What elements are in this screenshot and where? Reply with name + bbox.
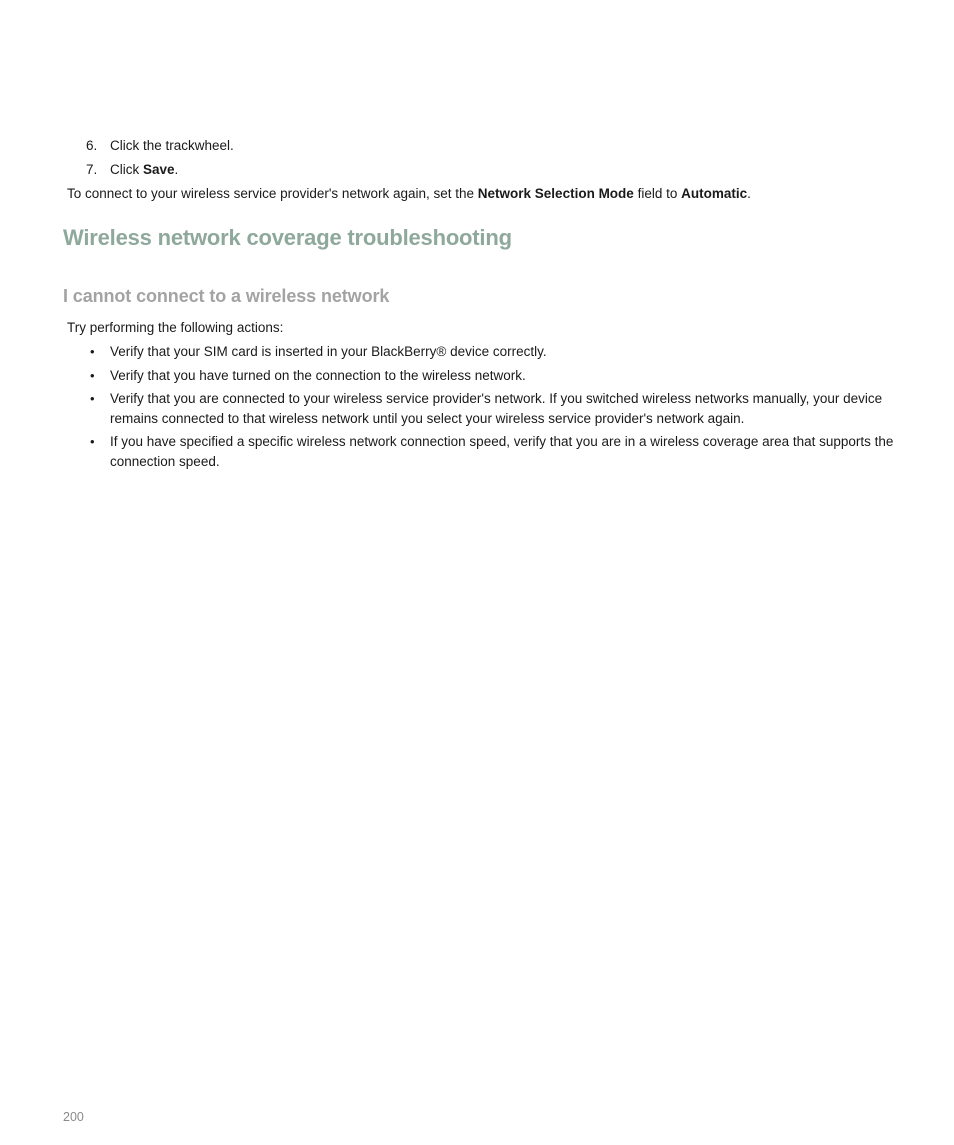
step-item xyxy=(86,136,234,160)
list-item xyxy=(90,366,900,386)
step-text xyxy=(110,136,234,160)
step-number: 7. xyxy=(86,162,98,177)
step-list xyxy=(86,136,234,184)
reconnect-end: . xyxy=(747,186,751,201)
subsection-title: I cannot connect to a wireless network xyxy=(63,286,390,306)
list-item-text: Verify that you are connected to your wireless service provider's network. If you switched wireless networks manually, your device remains connected to that wireless network until you select your wireless service provider's network again. xyxy=(110,391,883,426)
step-text-bold: Save xyxy=(143,162,175,177)
list-item-text: Verify that you have turned on the connection to the wireless network. xyxy=(110,367,526,383)
step-text-plain: Click xyxy=(110,162,143,177)
reconnect-paragraph xyxy=(67,184,751,204)
step-number: 6. xyxy=(86,138,98,153)
section-title: Wireless network coverage troubleshooting xyxy=(63,225,512,250)
action-list xyxy=(90,342,900,475)
reconnect-pre: To connect to your wireless service provider's network again, set the xyxy=(67,186,478,201)
list-item xyxy=(90,389,900,428)
list-item xyxy=(90,432,900,471)
list-item xyxy=(90,342,900,362)
bullet-icon: • xyxy=(90,391,95,406)
step-text xyxy=(110,160,178,184)
bullet-icon: • xyxy=(90,434,95,449)
intro-text: Try performing the following actions: xyxy=(67,320,284,335)
page-number: 200 xyxy=(63,1110,84,1124)
reconnect-field: Network Selection Mode xyxy=(477,186,634,201)
bullet-icon: • xyxy=(90,367,95,383)
bullet-icon: • xyxy=(90,344,95,359)
step-text-plain: Click the trackwheel. xyxy=(110,138,234,153)
list-item-text: If you have specified a specific wireless network connection speed, verify that you are in a wireless coverage area that supports the connection speed. xyxy=(110,434,894,469)
step-item xyxy=(86,160,234,184)
reconnect-mid: field to xyxy=(633,186,682,201)
step-text-after: . xyxy=(174,162,179,177)
list-item-text: Verify that your SIM card is inserted in your BlackBerry® device correctly. xyxy=(110,344,547,359)
reconnect-value: Automatic xyxy=(681,186,748,201)
